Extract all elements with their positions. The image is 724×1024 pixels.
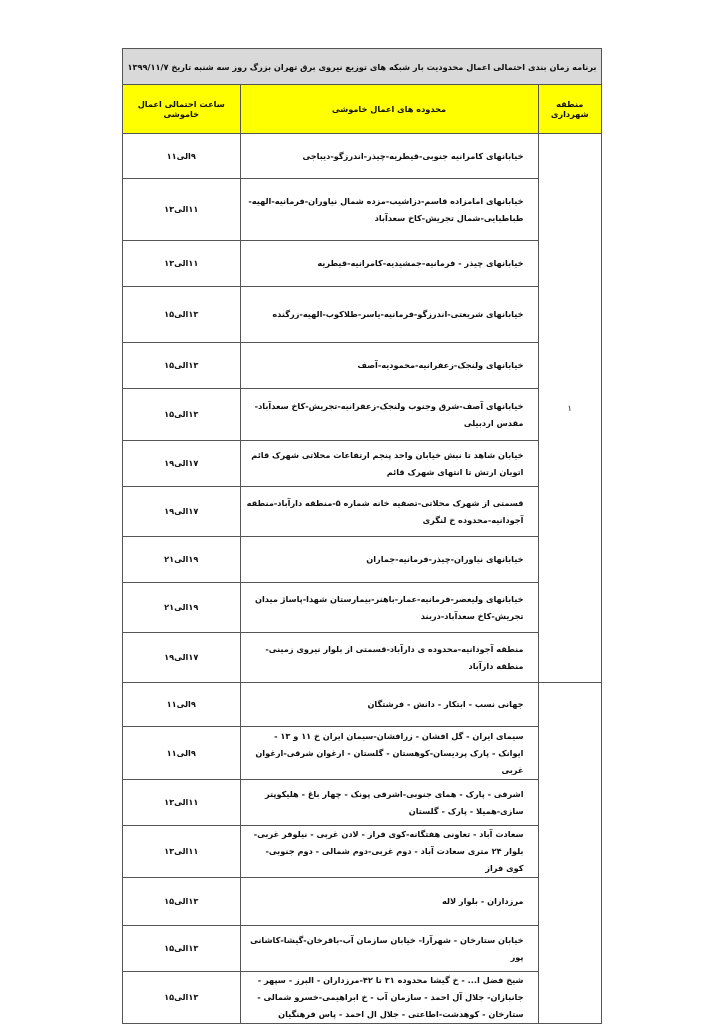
time-cell: ۹الی۱۱ [123,683,240,727]
area-cell: خیابانهای ولنجک-زعفرانیه-محمودیه-آصف [240,343,538,389]
region-cell [538,683,601,1024]
time-cell: ۱۹الی۲۱ [123,537,240,583]
table-row [123,487,601,537]
table-row [123,389,601,441]
time-cell: ۱۱الی۱۳ [123,179,240,241]
time-cell: ۹الی۱۱ [123,727,240,780]
time-cell: ۱۷الی۱۹ [123,633,240,683]
time-cell: ۱۱الی۱۳ [123,241,240,287]
table-row [123,537,601,583]
header-row [123,85,601,134]
area-cell: خیابان شاهد تا نبش خیابان واحد پنجم ارتفاعات محلاتی شهرک قائم اتوبان ارتش تا انتهای شهرک قائم [240,441,538,487]
time-cell: ۱۱الی۱۳ [123,826,240,878]
table-row [123,287,601,343]
header-areas: محدوده های اعمال خاموشی [240,85,538,134]
time-cell: ۱۳الی۱۵ [123,343,240,389]
area-cell: سعادت آباد - تعاونی هفتگانه-کوی فراز - لادن غربی - نیلوفر غربی-بلوار ۲۴ متری سعادت آباد - دوم غربی-دوم شمالی - دوم جنوبی- کوی فراز [240,826,538,878]
header-region: منطقه شهرداری [538,85,601,134]
time-cell: ۱۷الی۱۹ [123,487,240,537]
table-row [123,633,601,683]
table-row [123,134,601,179]
table-row [123,878,601,926]
area-cell: شیخ فضل ا... - خ گیشا محدوده ۳۱ تا ۴۲-مرزداران - البرز - سپهر - جانبازان- جلال آل احمد - سازمان آب - خ ابراهیمی-خسرو شمالی - ستارخان - کوهدشت-اطاعتی - جلال ال احمد - پاس فرهنگیان [240,972,538,1024]
area-cell: جهانی نسب - ابتکار - دانش - فرشتگان [240,683,538,727]
area-cell: خیابانهای نیاوران-چیذر-فرمانیه-جماران [240,537,538,583]
table-row [123,826,601,878]
header-time: ساعت احتمالی اعمال خاموشی [123,85,240,134]
area-cell: خیابانهای چیذر - فرمانیه-جمشیدیه-کامرانیه-قیطریه [240,241,538,287]
schedule-sheet [122,48,602,1024]
area-cell: خیابانهای امامزاده قاسم-دزاشیب-مزده شمال نیاوران-فرمانیه-الهیه-طباطبایی-شمال تجریش-کاخ سعدآباد [240,179,538,241]
area-cell: سیمای ایران - گل افشان - زرافشان-سیمان ایران خ ۱۱ و ۱۳ - ایوانک - پارک پردیسان-کوهستان - گلستان - ارغوان شرقی-ارغوان غربی [240,727,538,780]
region-cell: ۱ [538,134,601,683]
area-cell: قسمتی از شهرک محلاتی-تصفیه خانه شماره ۵-منطقه دارآباد-منطقه آجودانیه-محدوده خ لنگری [240,487,538,537]
area-cell: خیابانهای ولیعصر-فرمانیه-عمار-باهنر-بیمارستان شهدا-پاساژ میدان تجریش-کاخ سعدآباد-دربند [240,583,538,633]
area-cell: مرزداران - بلوار لاله [240,878,538,926]
time-cell: ۱۷الی۱۹ [123,441,240,487]
table-row [123,727,601,780]
table-row [123,926,601,972]
time-cell: ۱۳الی۱۵ [123,389,240,441]
outage-schedule-table [123,85,601,1024]
table-row [123,343,601,389]
time-cell: ۱۳الی۱۵ [123,878,240,926]
table-row [123,780,601,826]
table-row [123,583,601,633]
area-cell: خیابان ستارخان - شهرآرا- خیابان سازمان آب-باقرخان-گیشا-کاشانی پور [240,926,538,972]
table-row [123,683,601,727]
table-row [123,441,601,487]
area-cell: خیابانهای شریعتی-اندرزگو-فرمانیه-یاسر-طلاکوب-الهیه-زرگنده [240,287,538,343]
time-cell: ۱۱الی۱۳ [123,780,240,826]
time-cell: ۱۳الی۱۵ [123,926,240,972]
table-row [123,241,601,287]
area-cell: اشرفی - پارک - همای جنوبی-اشرفی پونک - چهار باغ - هلیکوپتر سازی-همیلا - پارک - گلستان [240,780,538,826]
area-cell: منطقه آجودانیه-محدوده ی دارآباد-قسمتی از بلوار نیروی زمینی-منطقه دارآباد [240,633,538,683]
time-cell: ۱۳الی۱۵ [123,972,240,1024]
time-cell: ۹الی۱۱ [123,134,240,179]
document-title: برنامه زمان بندی احتمالی اعمال محدودیت بار شبکه های توزیع نیروی برق تهران بزرگ روز سه شنبه تاریخ ۱۳۹۹/۱۱/۷ [123,48,601,85]
table-row [123,179,601,241]
area-cell: خیابانهای آصف-شرق وجنوب ولنجک-زعفرانیه-تجریش-کاخ سعدآباد-مقدس اردبیلی [240,389,538,441]
time-cell: ۱۹الی۲۱ [123,583,240,633]
time-cell: ۱۳الی۱۵ [123,287,240,343]
table-row [123,972,601,1024]
area-cell: خیابانهای کامرانیه جنوبی-قیطریه-چیذر-اندرزگو-دیباجی [240,134,538,179]
